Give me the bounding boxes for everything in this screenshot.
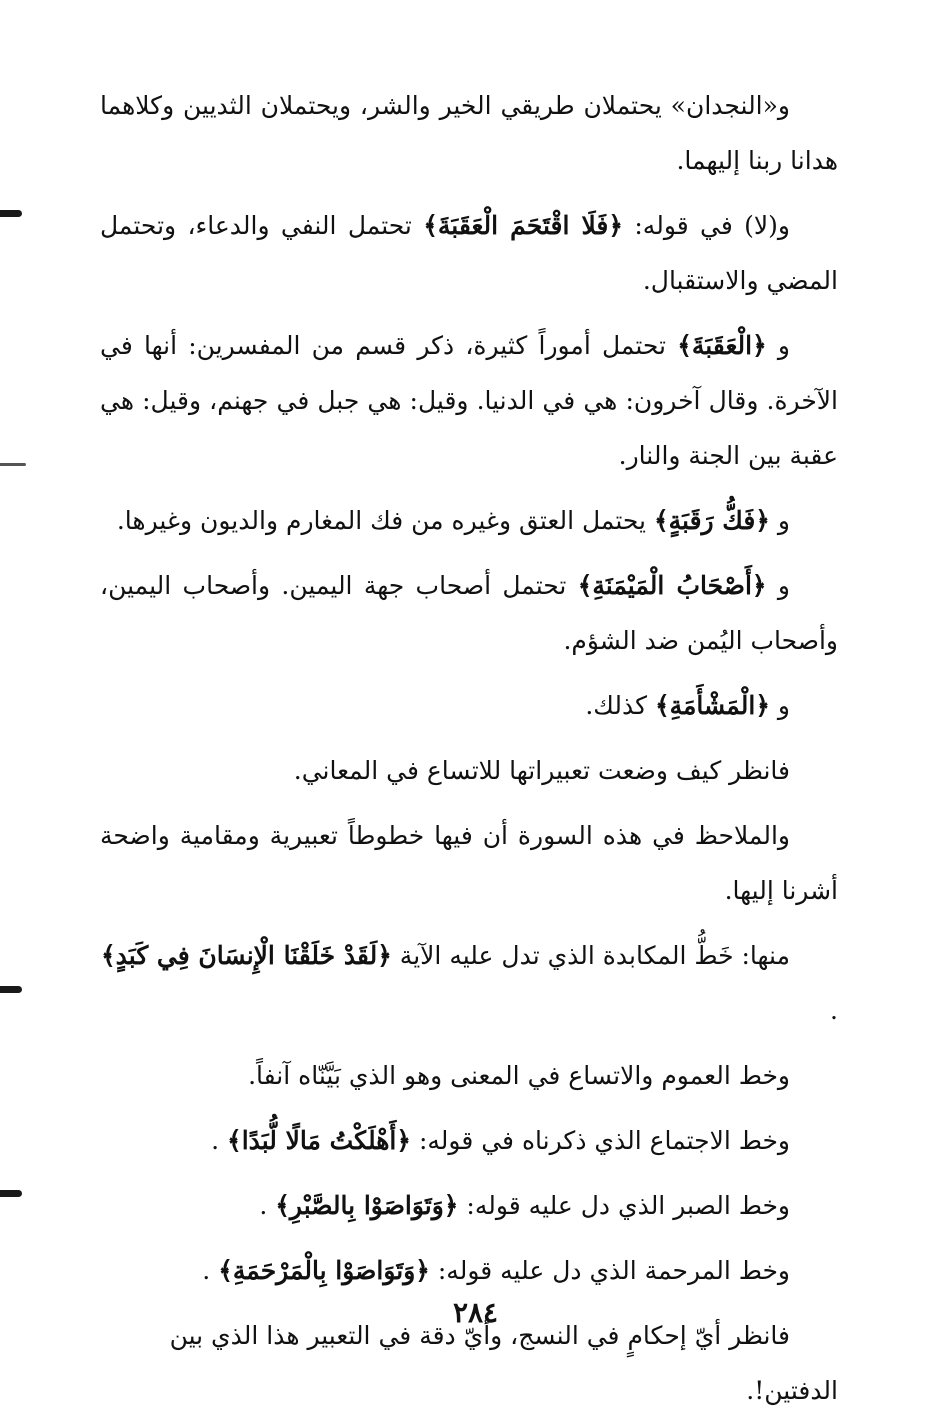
paragraph-text: وخط المرحمة الذي دل عليه قوله: [429,1256,790,1285]
paragraph-text: تحتمل النفي والدعاء، وتحتمل المضي والاستقبال. [100,211,838,295]
paragraph-marhama [100,1243,838,1298]
scan-edge-mark [0,986,22,993]
paragraph-text: . [202,1256,211,1285]
paragraph-text: و«النجدان» يحتملان طريقي الخير والشر، ويحتملان الثديين وكلاهما هدانا ربنا إليهما. [100,91,838,175]
paragraph-text: والملاحظ في هذه السورة أن فيها خطوطاً تعبيرية ومقامية واضحة أشرنا إليها. [100,821,838,905]
paragraph-text: وخط الصبر الذي دل عليه قوله: [458,1191,790,1220]
quran-verse: ﴿وَتَوَاصَوْا بِالصَّبْرِ﴾ [275,1191,459,1220]
paragraph-maymana [100,558,838,668]
paragraph-text: و [777,691,790,720]
scan-edge-mark [0,463,26,466]
paragraph-text: . [211,1126,220,1155]
quran-verse: ﴿الْعَقَبَةَ﴾ [677,331,767,360]
paragraph-text: وخط العموم والاتساع في المعنى وهو الذي بَيَّنّاه آنفاً. [248,1061,790,1090]
paragraph-observed [100,808,838,918]
paragraph-text: و [777,571,790,600]
scan-edge-mark [0,210,22,217]
paragraph-text: فانظر أيّ إحكامٍ في النسج، وأيّ دقة في التعبير هذا الذي بين الدفتين!. [169,1321,838,1405]
quran-verse: ﴿أَصْحَابُ الْمَيْمَنَةِ﴾ [577,571,767,600]
scan-edge-mark [0,1190,22,1197]
page-number: ٢٨٤ [452,1296,499,1329]
page-body [100,78,838,1428]
paragraph-text: كذلك. [585,691,647,720]
paragraph-sabr [100,1178,838,1233]
paragraph-aqaba [100,318,838,483]
paragraph-la [100,198,838,308]
paragraph-fakk-raqaba [100,493,838,548]
paragraph-text: و(لا) في قوله: [623,211,790,240]
paragraph-text: وخط الاجتماع الذي ذكرناه في قوله: [411,1126,790,1155]
paragraph-text: فانظر كيف وضعت تعبيراتها للاتساع في المعاني. [293,756,790,785]
quran-verse: ﴿وَتَوَاصَوْا بِالْمَرْحَمَةِ﴾ [218,1256,430,1285]
paragraph-text: و [777,331,790,360]
paragraph-ijtima [100,1113,838,1168]
paragraph-text: و [777,506,790,535]
paragraph-text: . [830,996,838,1025]
paragraph-umum [100,1048,838,1103]
paragraph-text: . [259,1191,268,1220]
paragraph-consider [100,743,838,798]
quran-verse: ﴿لَقَدْ خَلَقْنَا الْإِنسَانَ فِي كَبَدٍ﴾ [101,941,392,970]
quran-verse: ﴿فَلَا اقْتَحَمَ الْعَقَبَةَ﴾ [423,211,624,240]
paragraph-mashama [100,678,838,733]
paragraph-text: يحتمل العتق وغيره من فك المغارم والديون وغيرها. [116,506,647,535]
quran-verse: ﴿فَكُّ رَقَبَةٍ﴾ [653,506,770,535]
paragraph-text: منها: خَطُّ المكابدة الذي تدل عليه الآية [391,941,790,970]
paragraph-text: تحتمل أموراً كثيرة، ذكر قسم من المفسرين: أنها في الآخرة. وقال آخرون: هي في الدنيا. وقيل: هي جبل في جهنم، وقيل: هي عقبة بين الجنة والنار. [100,331,838,470]
paragraph-najdan [100,78,838,188]
paragraph-text: تحتمل أصحاب جهة اليمين. وأصحاب اليمين، وأصحاب اليُمن ضد الشؤم. [100,571,838,655]
quran-verse: ﴿أَهْلَكْتُ مَالًا لُّبَدًا﴾ [227,1126,412,1155]
paragraph-mukabada [100,928,838,1038]
quran-verse: ﴿الْمَشْأَمَةِ﴾ [654,691,770,720]
